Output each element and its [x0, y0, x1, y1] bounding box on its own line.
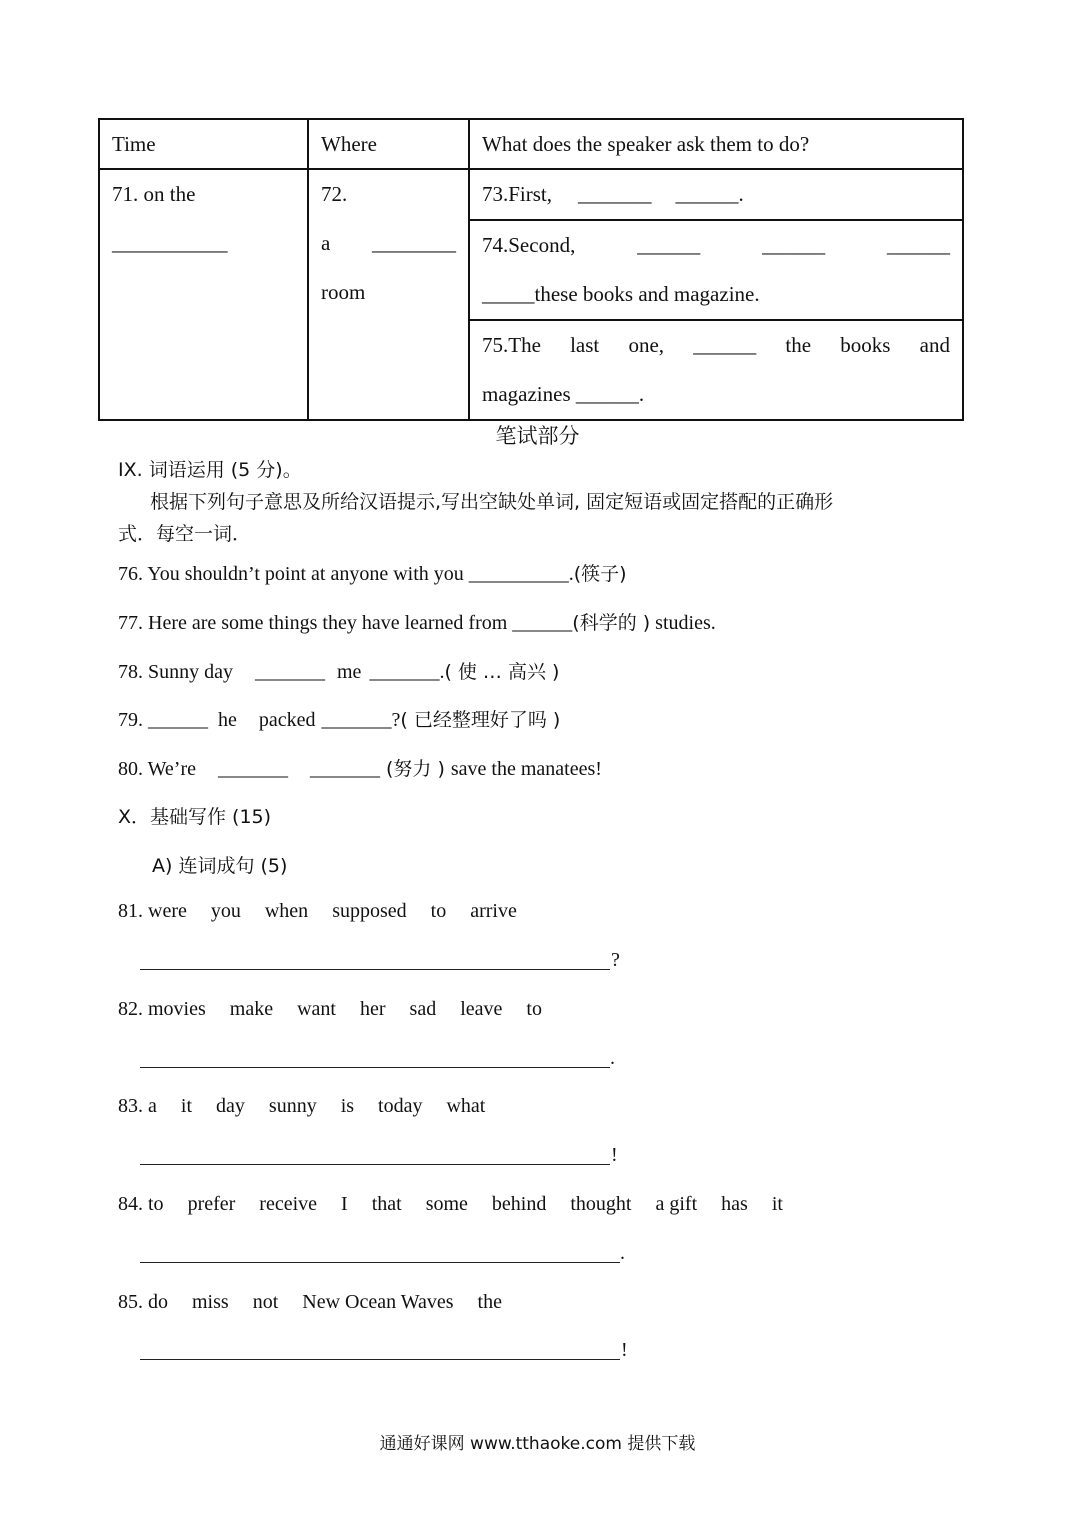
word-token: make — [229, 998, 274, 1020]
q85-number: 85. — [118, 1291, 143, 1313]
q81-punct: ? — [611, 949, 620, 971]
q84-answer-line[interactable] — [140, 1262, 620, 1263]
q79-blank-1: 79. ______ — [118, 709, 208, 731]
where-cell — [308, 169, 469, 420]
word-token: thought — [570, 1193, 632, 1215]
q72-room: room — [321, 280, 366, 304]
header-what: What does the speaker ask them to do? — [469, 119, 963, 169]
section-9-heading: IX. 词语运用 (5 分)。 — [118, 459, 302, 481]
header-where: Where — [308, 119, 469, 169]
word-token: leave — [460, 998, 503, 1020]
word-token: you — [210, 900, 241, 922]
word-token: prefer — [187, 1193, 236, 1215]
q73-line — [482, 170, 950, 219]
q78-blank-2: _______. — [369, 661, 445, 683]
question-84-words — [118, 1193, 807, 1216]
q81-answer-line[interactable] — [140, 969, 610, 970]
section-10-heading: X．基础写作 (15) — [118, 806, 272, 828]
question-81-words — [118, 900, 541, 923]
word-token: the — [477, 1291, 502, 1313]
q72-line — [321, 219, 456, 268]
q76-hint: (筷子) — [573, 563, 627, 585]
question-78 — [118, 657, 559, 684]
written-part-title: 笔试部分 — [495, 424, 580, 448]
word-token: arrive — [470, 900, 517, 922]
q83-number: 83. — [118, 1095, 143, 1117]
listening-table — [98, 118, 964, 421]
section-9-instructions-1: 根据下列句子意思及所给汉语提示,写出空缺处单词, 固定短语或固定搭配的正确形 — [150, 491, 834, 513]
word-token: is — [340, 1095, 355, 1117]
word-token: supposed — [332, 900, 407, 922]
word-token: New Ocean Waves — [302, 1291, 454, 1313]
q79-hint: ( 已经整理好了吗 ) — [400, 709, 561, 731]
q75-word: 75.The — [482, 333, 541, 357]
q75-line-1 — [482, 321, 950, 370]
q75-word: the — [785, 333, 812, 357]
word-token: sad — [409, 998, 437, 1020]
q79-blank-2: _______? — [321, 709, 401, 731]
q74-blank-1: ______ — [637, 233, 701, 257]
q75-word: one, — [628, 333, 665, 357]
header-time: Time — [99, 119, 308, 169]
q82-answer-line[interactable] — [140, 1067, 610, 1068]
q83-answer-line[interactable] — [140, 1164, 610, 1165]
q74-blank-2: ______ — [762, 233, 826, 257]
question-79 — [118, 705, 560, 732]
q83-punct: ! — [611, 1144, 618, 1166]
q77-hint: (科学的 ) — [572, 612, 651, 634]
q80-blank-1: _______ — [218, 758, 288, 780]
time-cell — [99, 169, 308, 420]
question-76 — [118, 559, 627, 586]
q75-word: last — [570, 333, 600, 357]
q75-cell — [469, 320, 963, 420]
q74-cell — [469, 220, 963, 320]
q77-text-1: 77. Here are some things they have learned from ______ — [118, 612, 573, 634]
word-token: behind — [491, 1193, 547, 1215]
word-token: to — [148, 1193, 164, 1215]
q72-label: 72. — [321, 182, 348, 206]
footer-download-note: 通通好课网 www.tthaoke.com 提供下载 — [379, 1434, 696, 1454]
question-85-words — [118, 1291, 526, 1314]
q78-text-1: 78. Sunny day — [118, 661, 233, 683]
section-10-sub-a: A) 连词成句 (5) — [152, 855, 288, 877]
q84-number: 84. — [118, 1193, 143, 1215]
q71-label: 71. on the — [112, 182, 196, 206]
q71-blank: ___________ — [112, 231, 228, 255]
q80-blank-2: _______ — [310, 758, 380, 780]
q80-text-2: save the manatees! — [450, 758, 602, 780]
word-token: to — [430, 900, 447, 922]
q78-text-2: me — [337, 661, 362, 683]
word-token: want — [297, 998, 336, 1020]
q81-number: 81. — [118, 900, 143, 922]
word-token: that — [371, 1193, 402, 1215]
word-token: a — [148, 1095, 157, 1117]
q78-blank-1: _______ — [255, 661, 325, 683]
word-token: receive — [259, 1193, 318, 1215]
q79-text-1: he — [218, 709, 237, 731]
q80-hint: (努力 ) — [386, 758, 445, 780]
q73-blank-2: ______. — [675, 182, 744, 206]
q76-text: 76. You shouldn’t point at anyone with you __________. — [118, 563, 574, 585]
word-token: miss — [192, 1291, 229, 1313]
q78-hint: ( 使 … 高兴 ) — [444, 661, 560, 683]
q73-label: 73.First, — [482, 182, 553, 206]
q73-blank-1: _______ — [578, 182, 652, 206]
word-token: today — [378, 1095, 423, 1117]
word-token: movies — [148, 998, 206, 1020]
q72-article: a — [321, 231, 331, 255]
q75-line-2: magazines ______. — [482, 382, 645, 406]
q82-number: 82. — [118, 998, 143, 1020]
word-token: when — [264, 900, 309, 922]
word-token: do — [148, 1291, 168, 1313]
q74-blank-3: ______ — [887, 233, 950, 257]
word-token: has — [721, 1193, 748, 1215]
q85-answer-line[interactable] — [140, 1359, 620, 1360]
word-token: what — [446, 1095, 486, 1117]
question-77 — [118, 608, 716, 635]
q75-word: books — [840, 333, 891, 357]
question-83-words — [118, 1095, 509, 1118]
word-token: a gift — [655, 1193, 698, 1215]
q74-line-1 — [482, 221, 950, 270]
word-token: it — [180, 1095, 193, 1117]
word-token: some — [425, 1193, 468, 1215]
table-row — [99, 169, 963, 220]
q73-cell — [469, 169, 963, 220]
table-header-row — [99, 119, 963, 169]
word-token: her — [359, 998, 386, 1020]
word-token: I — [341, 1193, 348, 1215]
q77-text-2: studies. — [650, 612, 716, 634]
question-80 — [118, 754, 602, 781]
word-token: day — [216, 1095, 245, 1117]
q72-blank: ________ — [372, 231, 456, 255]
word-token: not — [252, 1291, 279, 1313]
word-token: were — [148, 900, 187, 922]
q80-text-1: 80. We’re — [118, 758, 196, 780]
q79-text-2: packed — [258, 709, 316, 731]
q84-punct: . — [620, 1242, 625, 1264]
section-9-instructions-2: 式．每空一词． — [118, 523, 252, 545]
q85-punct: ! — [621, 1339, 628, 1361]
word-token: to — [526, 998, 542, 1020]
q74-label: 74.Second, — [482, 233, 576, 257]
word-token: it — [771, 1193, 783, 1215]
question-82-words — [118, 998, 566, 1021]
q75-blank: ______ — [693, 333, 757, 357]
q74-line-2: _____these books and magazine. — [482, 282, 760, 306]
q82-punct: . — [610, 1047, 615, 1069]
word-token: sunny — [268, 1095, 317, 1117]
q75-word: and — [919, 333, 950, 357]
